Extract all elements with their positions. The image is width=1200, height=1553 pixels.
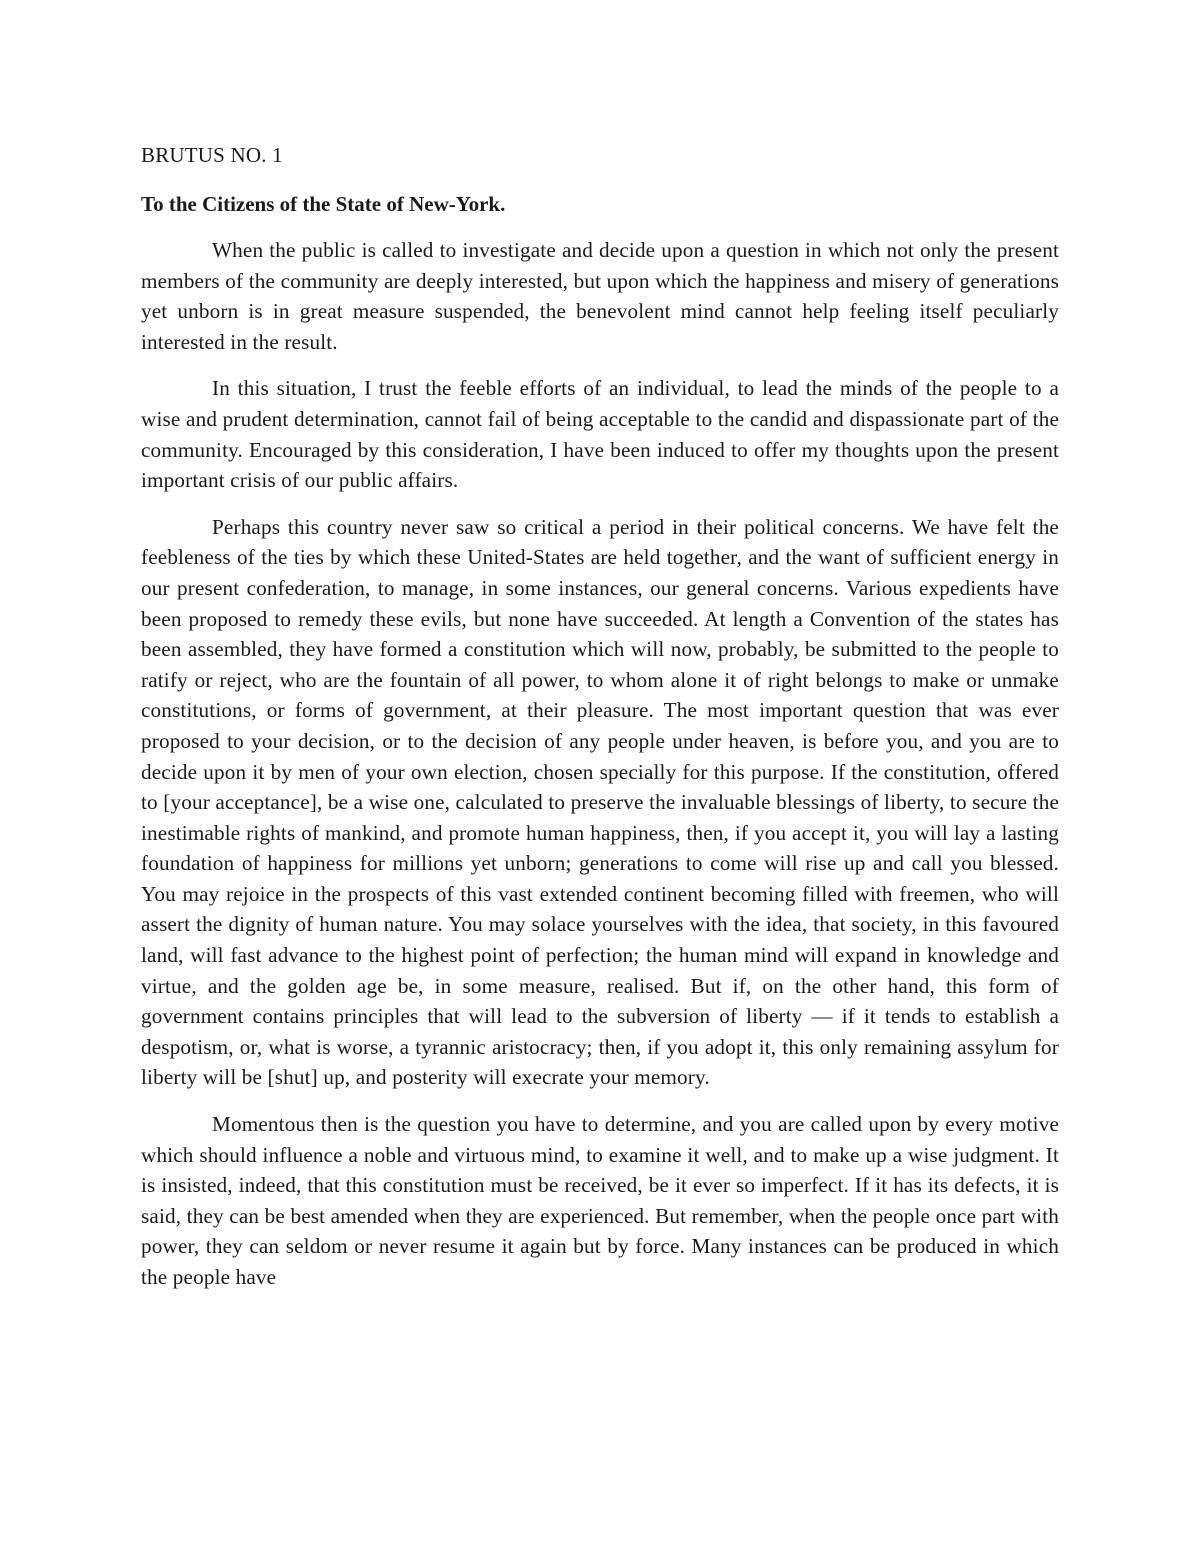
- document-title: BRUTUS NO. 1: [141, 143, 283, 167]
- paragraph-3: Perhaps this country never saw so critical a period in their political concerns. We have felt the feebleness of the ties by which these United-States are held together, and the want of sufficient energy in our present confederation, to manage, in some instances, our general concerns. Various expedients have been proposed to remedy these evils, but none have succeeded. At length a Convention of the states has been assembled, they have formed a constitution which will now, probably, be submitted to the people to ratify or reject, who are the fountain of all power, to whom alone it of right belongs to make or unmake constitutions, or forms of government, at their pleasure. The most important question that was ever proposed to your decision, or to the decision of any people under heaven, is before you, and you are to decide upon it by men of your own election, chosen specially for this purpose. If the constitution, offered to [your acceptance], be a wise one, calculated to preserve the invaluable blessings of liberty, to secure the inestimable rights of mankind, and promote human happiness, then, if you accept it, you will lay a lasting foundation of happiness for millions yet unborn; generations to come will rise up and call you blessed. You may rejoice in the prospects of this vast extended continent becoming filled with freemen, who will assert the dignity of human nature. You may solace yourselves with the idea, that society, in this favoured land, will fast advance to the highest point of perfection; the human mind will expand in knowledge and virtue, and the golden age be, in some measure, realised. But if, on the other hand, this form of government contains principles that will lead to the subversion of liberty — if it tends to establish a despotism, or, what is worse, a tyrannic aristocracy; then, if you adopt it, this only remaining assylum for liberty will be [shut] up, and posterity will execrate your memory.: [141, 514, 1059, 1090]
- paragraph-1: When the public is called to investigate and decide upon a question in which not only the present members of the community are deeply interested, but upon which the happiness and misery of generations yet unborn is in great measure suspended, the benevolent mind cannot help feeling itself peculiarly interested in the result.: [141, 238, 1059, 354]
- document-body: [141, 140, 1059, 1309]
- paragraph-4: Momentous then is the question you have to determine, and you are called upon by every motive which should influence a noble and virtuous mind, to examine it well, and to make up a wise judgment. It is insisted, indeed, that this constitution must be received, be it ever so imperfect. If it has its defects, it is said, they can be best amended when they are experienced. But remember, when the people once part with power, they can seldom or never resume it again but by force. Many instances can be produced in which the people have: [141, 1112, 1059, 1289]
- document-subtitle: To the Citizens of the State of New-York.: [141, 192, 506, 216]
- paragraph-2: In this situation, I trust the feeble efforts of an individual, to lead the minds of the people to a wise and prudent determination, cannot fail of being acceptable to the candid and dispassionate part of the community. Encouraged by this consideration, I have been induced to offer my thoughts upon the present important crisis of our public affairs.: [141, 376, 1059, 493]
